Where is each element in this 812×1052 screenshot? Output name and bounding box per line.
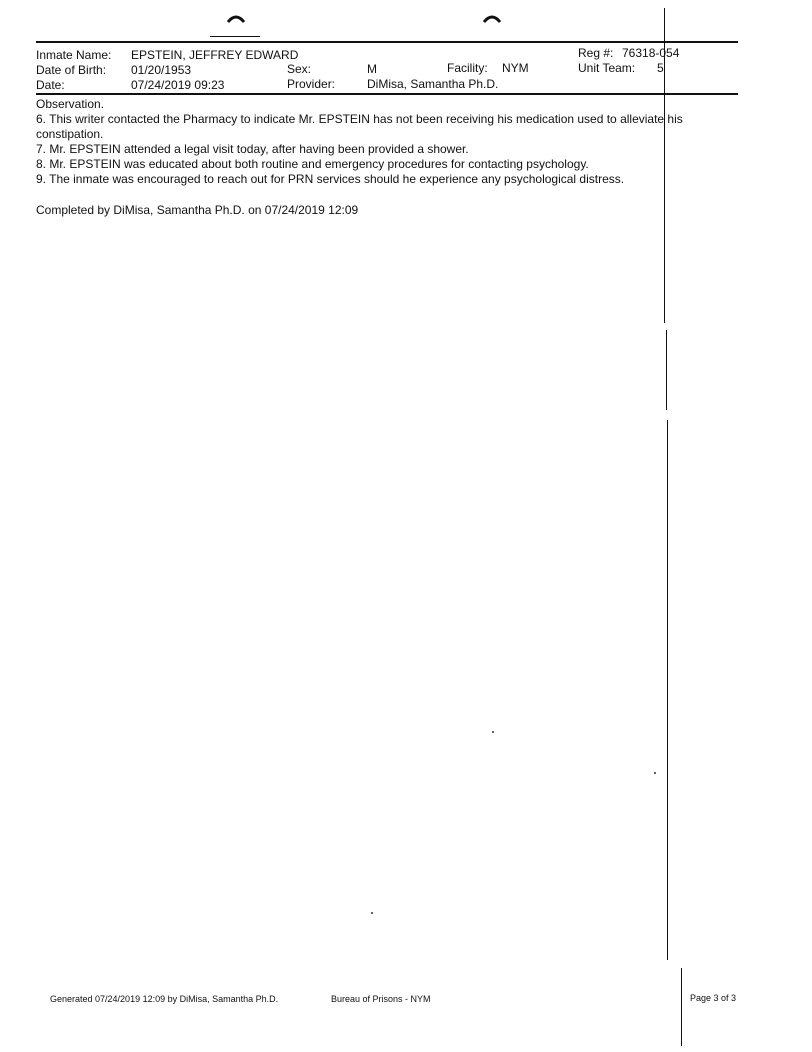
scan-speck (371, 912, 373, 914)
scan-line (667, 420, 668, 960)
dob: 01/20/1953 (131, 63, 192, 77)
sex: M (367, 62, 377, 76)
header-top-rule-short (210, 36, 260, 37)
organization: Bureau of Prisons - NYM (331, 994, 431, 1004)
unit-team-label: Unit Team: (578, 61, 636, 75)
sex-label: Sex: (287, 62, 312, 76)
reg-number: 76318-054 (622, 46, 680, 60)
unit-team: 5 (657, 61, 664, 75)
scan-speck (492, 731, 494, 733)
provider-label: Provider: (287, 77, 336, 91)
observation-item: 8. Mr. EPSTEIN was educated about both routine and emergency procedures for contacting psychology. (36, 157, 589, 171)
punch-mark-left (226, 14, 246, 24)
header-bottom-rule (36, 93, 738, 95)
inmate-name: EPSTEIN, JEFFREY EDWARD (131, 48, 299, 62)
observation-item: 9. The inmate was encouraged to reach out for PRN services should he experience any psychological distress. (36, 172, 625, 186)
facility: NYM (502, 61, 529, 75)
facility-label: Facility: (447, 61, 488, 75)
inmate-name-label: Inmate Name: (36, 48, 112, 62)
completed-by: Completed by DiMisa, Samantha Ph.D. on 07/24/2019 12:09 (36, 203, 359, 217)
header-top-rule (36, 41, 738, 43)
dob-label: Date of Birth: (36, 63, 107, 77)
page-number: Page 3 of 3 (690, 993, 737, 1003)
reg-label: Reg #: (578, 46, 614, 60)
observation-section (36, 97, 726, 187)
provider: DiMisa, Samantha Ph.D. (367, 77, 499, 91)
scan-line (666, 330, 667, 410)
date: 07/24/2019 09:23 (131, 78, 225, 92)
generated-line: Generated 07/24/2019 12:09 by DiMisa, Samantha Ph.D. (50, 994, 279, 1004)
date-label: Date: (36, 78, 65, 92)
observation-item: 6. This writer contacted the Pharmacy to indicate Mr. EPSTEIN has not been receiving his medication used to alleviate his constipation. (36, 112, 683, 141)
punch-mark-right (482, 14, 502, 24)
scan-line (681, 968, 682, 1046)
section-title: Observation. (36, 97, 105, 111)
scan-speck (654, 772, 656, 774)
observation-item: 7. Mr. EPSTEIN attended a legal visit today, after having been provided a shower. (36, 142, 469, 156)
